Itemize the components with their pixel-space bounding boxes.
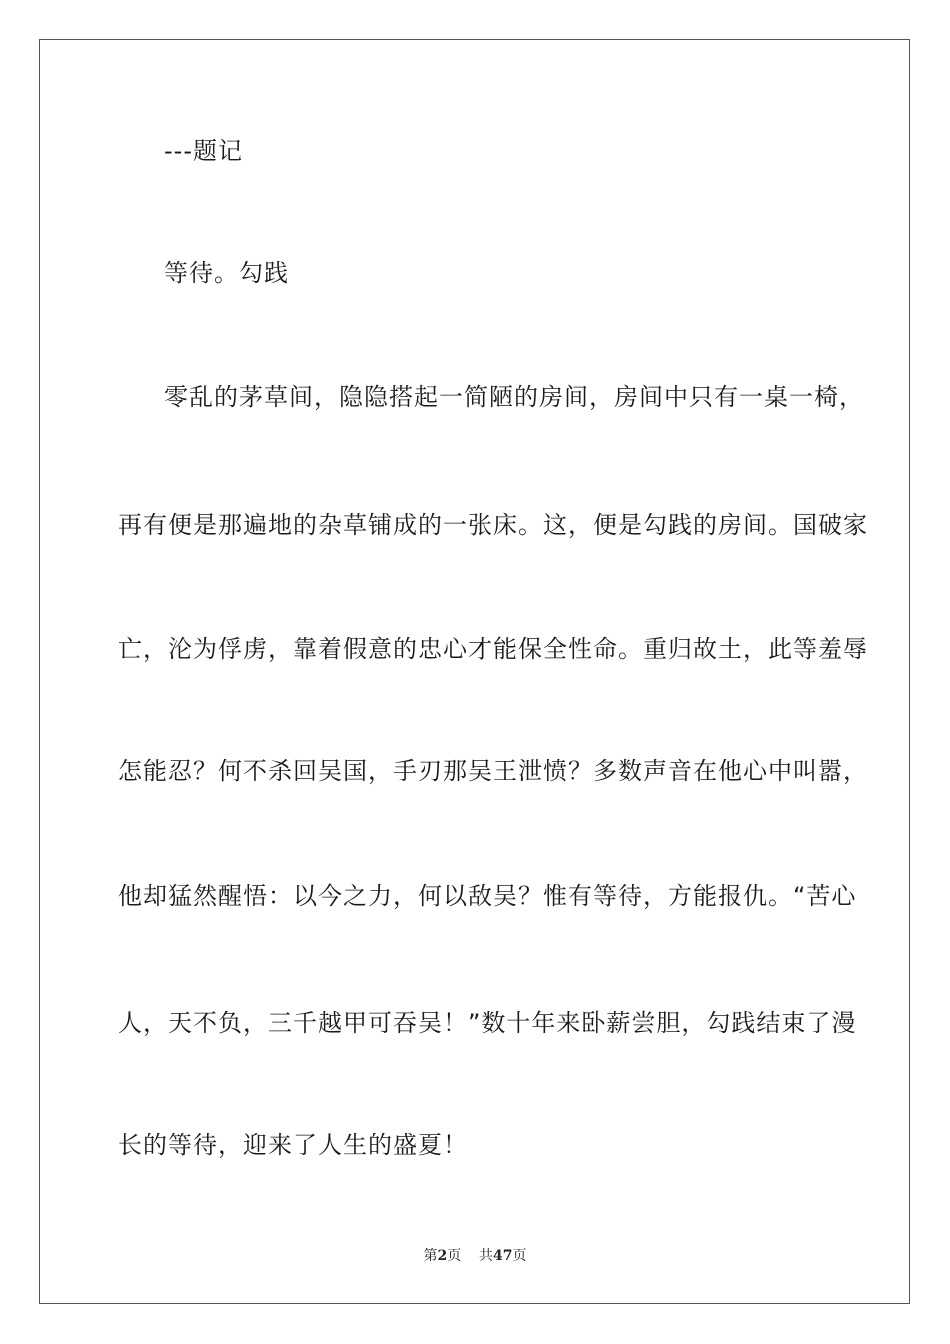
- page-footer: [0, 1246, 950, 1266]
- body-line-7: 长的等待，迎来了人生的盛夏！: [118, 1131, 468, 1159]
- total-pages: 47: [493, 1248, 513, 1264]
- body-line-4: 怎能忍？何不杀回吴国，手刃那吴王泄愤？多数声音在他心中叫嚣，: [118, 757, 868, 785]
- body-line-2: 再有便是那遍地的杂草铺成的一张床。这，便是勾践的房间。国破家: [118, 511, 868, 539]
- epigraph-note: ---题记: [164, 137, 243, 165]
- body-line-5: 他却猛然醒悟：以今之力，何以敌吴？惟有等待，方能报仇。“苦心: [118, 882, 857, 910]
- body-line-3: 亡，沦为俘虏，靠着假意的忠心才能保全性命。重归故土，此等羞辱: [118, 635, 868, 663]
- page-number: 2: [437, 1248, 448, 1264]
- page-unit: 页: [447, 1248, 462, 1264]
- section-heading: 等待。勾践: [164, 259, 289, 287]
- body-line-1: 零乱的茅草间，隐隐搭起一简陋的房间，房间中只有一桌一椅，: [164, 383, 864, 411]
- body-line-6: 人，天不负，三千越甲可吞吴！”数十年来卧薪尝胆，勾践结束了漫: [118, 1009, 857, 1037]
- total-prefix: 共: [479, 1248, 494, 1264]
- page-border: [39, 39, 910, 1304]
- page-prefix: 第: [423, 1248, 438, 1264]
- total-unit: 页: [512, 1248, 527, 1264]
